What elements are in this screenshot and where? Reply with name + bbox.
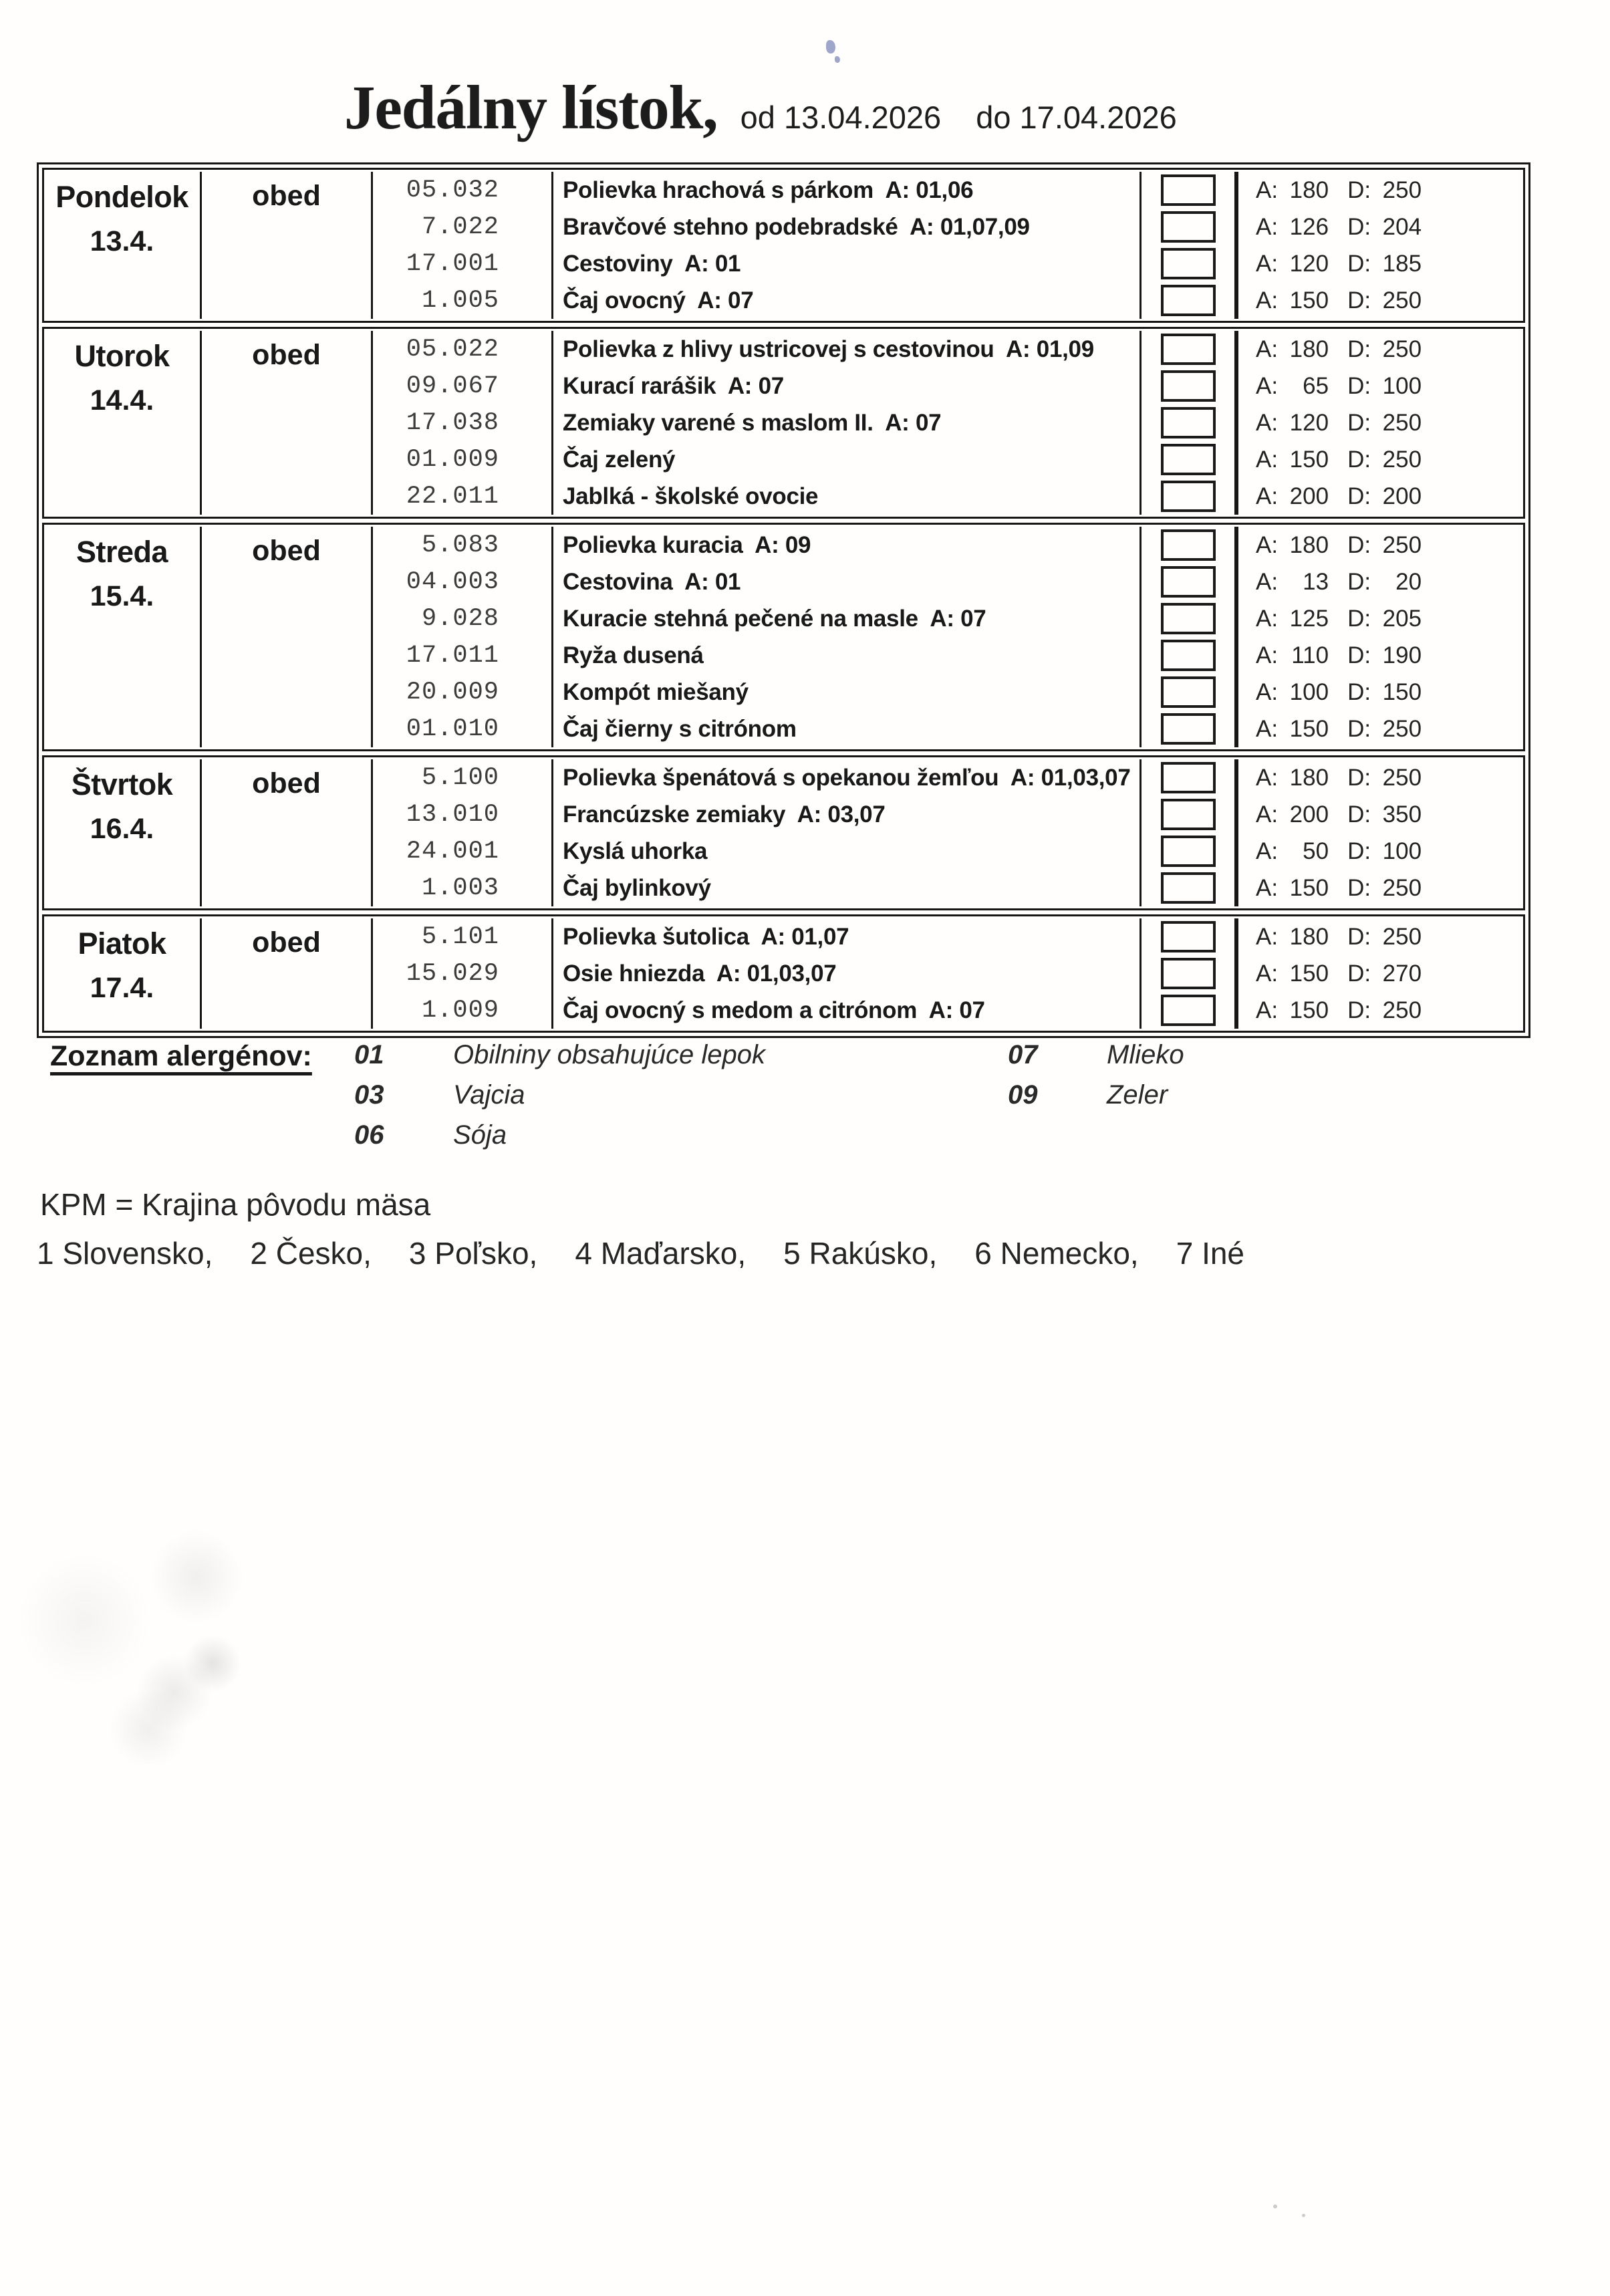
page-title: Jedálny lístok, — [344, 74, 718, 142]
portion-d-value: 250 — [1382, 715, 1422, 742]
country-item: 3 Poľsko, — [408, 1236, 538, 1271]
day-header-cell — [44, 918, 202, 1029]
checkbox-cell — [1142, 833, 1236, 870]
portion-checkbox — [1161, 921, 1216, 952]
day-header-cell — [44, 527, 202, 747]
portion-a-label: A: — [1256, 531, 1279, 558]
portion-d-label: D: — [1347, 287, 1371, 313]
portion-d-value: 185 — [1382, 250, 1422, 277]
dish-code: 7.022 — [373, 209, 553, 245]
checkbox-cell — [1142, 992, 1236, 1029]
portion-d-value: 250 — [1382, 446, 1422, 473]
day-date: 13.4. — [90, 225, 154, 257]
dish-name: Jablká - školské ovocie — [553, 478, 1142, 515]
day-header-cell — [44, 331, 202, 515]
portion-d-value: 190 — [1382, 642, 1422, 668]
portion-d-value: 250 — [1382, 287, 1422, 313]
portion-cell — [1236, 796, 1523, 833]
portion-checkbox — [1161, 529, 1216, 561]
dish-name: Kyslá uhorka — [553, 833, 1142, 870]
meal-cell — [202, 759, 373, 906]
allergen-name: Zeler — [1107, 1080, 1168, 1110]
portion-checkbox — [1161, 248, 1216, 279]
dish-name: Cestovina A: 01 — [553, 563, 1142, 600]
day-block — [42, 327, 1525, 519]
dish-code: 05.022 — [373, 331, 553, 368]
portion-a-value: 150 — [1289, 715, 1329, 742]
portion-d-label: D: — [1347, 642, 1371, 668]
portion-d-value: 250 — [1382, 531, 1422, 558]
portion-d-label: D: — [1347, 678, 1371, 705]
portion-d-label: D: — [1347, 838, 1371, 864]
portion-d-value: 250 — [1382, 923, 1422, 950]
day-date: 17.4. — [90, 972, 154, 1004]
meal-label: obed — [252, 180, 321, 212]
allergen-item — [354, 1120, 507, 1150]
portion-cell — [1236, 404, 1523, 441]
portion-d-label: D: — [1347, 605, 1371, 632]
portion-a-value: 150 — [1289, 960, 1329, 987]
country-item: 5 Rakúsko, — [783, 1236, 938, 1271]
allergen-code: 09 — [1008, 1080, 1038, 1110]
portion-a-value: 150 — [1289, 997, 1329, 1023]
allergen-item — [354, 1040, 765, 1070]
allergen-item — [1008, 1040, 1184, 1070]
dish-code: 5.101 — [373, 918, 553, 955]
portion-checkbox — [1161, 603, 1216, 634]
dish-name: Čaj zelený — [553, 441, 1142, 478]
portion-d-label: D: — [1347, 213, 1371, 240]
portion-a-value: 13 — [1303, 568, 1329, 595]
scan-dot — [1273, 2204, 1277, 2208]
dish-code: 09.067 — [373, 368, 553, 404]
dish-code: 20.009 — [373, 674, 553, 711]
portion-checkbox — [1161, 211, 1216, 243]
dish-name: Cestoviny A: 01 — [553, 245, 1142, 282]
checkbox-cell — [1142, 600, 1236, 637]
day-block — [42, 168, 1525, 323]
day-block — [42, 755, 1525, 910]
portion-d-label: D: — [1347, 409, 1371, 436]
portion-a-label: A: — [1256, 923, 1279, 950]
allergen-code: 07 — [1008, 1040, 1038, 1069]
portion-a-value: 200 — [1289, 483, 1329, 509]
portion-d-label: D: — [1347, 336, 1371, 362]
portion-cell — [1236, 674, 1523, 711]
portion-cell — [1236, 331, 1523, 368]
country-item: 6 Nemecko, — [974, 1236, 1139, 1271]
portion-cell — [1236, 637, 1523, 674]
portion-a-label: A: — [1256, 960, 1279, 987]
dish-name: Kompót miešaný — [553, 674, 1142, 711]
dish-code: 17.038 — [373, 404, 553, 441]
portion-d-label: D: — [1347, 483, 1371, 509]
portion-d-value: 250 — [1382, 176, 1422, 203]
portion-cell — [1236, 918, 1523, 955]
meal-label: obed — [252, 535, 321, 567]
meal-cell — [202, 918, 373, 1029]
allergen-code: 03 — [354, 1080, 384, 1110]
portion-d-label: D: — [1347, 960, 1371, 987]
allergen-item — [1008, 1080, 1168, 1110]
checkbox-cell — [1142, 209, 1236, 245]
portion-checkbox — [1161, 958, 1216, 989]
portion-checkbox — [1161, 407, 1216, 438]
portion-checkbox — [1161, 174, 1216, 206]
portion-d-value: 150 — [1382, 678, 1422, 705]
portion-a-value: 125 — [1289, 605, 1329, 632]
portion-d-label: D: — [1347, 764, 1371, 791]
date-range — [741, 99, 1177, 136]
portion-checkbox — [1161, 481, 1216, 512]
portion-a-value: 150 — [1289, 287, 1329, 313]
scan-smudge — [20, 1524, 341, 1765]
day-name: Štvrtok — [71, 767, 173, 801]
portion-checkbox — [1161, 799, 1216, 830]
dish-code: 13.010 — [373, 796, 553, 833]
portion-checkbox — [1161, 285, 1216, 316]
scan-ink-mark — [826, 40, 835, 53]
dish-name: Čaj čierny s citrónom — [553, 711, 1142, 747]
meal-label: obed — [252, 767, 321, 799]
portion-a-label: A: — [1256, 838, 1279, 864]
portion-checkbox — [1161, 762, 1216, 793]
portion-d-value: 250 — [1382, 409, 1422, 436]
day-name: Piatok — [78, 926, 166, 961]
dish-code: 9.028 — [373, 600, 553, 637]
allergen-item — [354, 1080, 525, 1110]
portion-cell — [1236, 478, 1523, 515]
portion-a-label: A: — [1256, 874, 1279, 901]
dish-code: 04.003 — [373, 563, 553, 600]
portion-d-label: D: — [1347, 446, 1371, 473]
portion-cell — [1236, 759, 1523, 796]
dish-code: 5.100 — [373, 759, 553, 796]
portion-a-label: A: — [1256, 801, 1279, 827]
day-name: Pondelok — [55, 180, 188, 214]
dish-name: Polievka špenátová s opekanou žemľou A: 01,03,07 — [553, 759, 1142, 796]
portion-a-value: 180 — [1289, 531, 1329, 558]
portion-d-value: 250 — [1382, 874, 1422, 901]
portion-cell — [1236, 600, 1523, 637]
dish-name: Polievka kuracia A: 09 — [553, 527, 1142, 563]
portion-a-value: 120 — [1289, 409, 1329, 436]
day-date: 14.4. — [90, 384, 154, 416]
portion-a-value: 180 — [1289, 764, 1329, 791]
portion-checkbox — [1161, 872, 1216, 904]
portion-cell — [1236, 870, 1523, 906]
checkbox-cell — [1142, 796, 1236, 833]
portion-a-label: A: — [1256, 678, 1279, 705]
portion-checkbox — [1161, 640, 1216, 671]
portion-d-label: D: — [1347, 176, 1371, 203]
portion-d-value: 350 — [1382, 801, 1422, 827]
kpm-definition: KPM = Krajina pôvodu mäsa — [40, 1187, 431, 1222]
portion-cell — [1236, 368, 1523, 404]
portion-d-label: D: — [1347, 250, 1371, 277]
dish-code: 01.009 — [373, 441, 553, 478]
dish-name: Kurací rarášik A: 07 — [553, 368, 1142, 404]
date-to: do 17.04.2026 — [976, 100, 1177, 135]
dish-code: 1.009 — [373, 992, 553, 1029]
portion-d-value: 100 — [1382, 838, 1422, 864]
dish-code: 24.001 — [373, 833, 553, 870]
portion-a-label: A: — [1256, 764, 1279, 791]
portion-d-value: 250 — [1382, 997, 1422, 1023]
dish-code: 1.005 — [373, 282, 553, 319]
country-item: 1 Slovensko, — [37, 1236, 213, 1271]
portion-cell — [1236, 992, 1523, 1029]
portion-a-value: 65 — [1303, 372, 1329, 399]
checkbox-cell — [1142, 674, 1236, 711]
portion-d-label: D: — [1347, 568, 1371, 595]
portion-cell — [1236, 955, 1523, 992]
portion-a-value: 100 — [1289, 678, 1329, 705]
portion-cell — [1236, 172, 1523, 209]
meal-label: obed — [252, 339, 321, 371]
scan-dot — [1302, 2214, 1305, 2217]
portion-a-value: 180 — [1289, 923, 1329, 950]
portion-a-label: A: — [1256, 372, 1279, 399]
dish-name: Čaj ovocný s medom a citrónom A: 07 — [553, 992, 1142, 1029]
portion-a-value: 110 — [1291, 642, 1329, 668]
portion-a-label: A: — [1256, 642, 1279, 668]
portion-checkbox — [1161, 713, 1216, 745]
portion-d-label: D: — [1347, 874, 1371, 901]
dish-name: Polievka šutolica A: 01,07 — [553, 918, 1142, 955]
portion-a-label: A: — [1256, 409, 1279, 436]
portion-a-label: A: — [1256, 336, 1279, 362]
checkbox-cell — [1142, 282, 1236, 319]
portion-d-label: D: — [1347, 801, 1371, 827]
dish-code: 15.029 — [373, 955, 553, 992]
portion-a-label: A: — [1256, 250, 1279, 277]
dish-code: 05.032 — [373, 172, 553, 209]
checkbox-cell — [1142, 245, 1236, 282]
portion-d-value: 250 — [1382, 336, 1422, 362]
day-name: Streda — [76, 535, 168, 569]
date-from: od 13.04.2026 — [740, 100, 942, 135]
portion-d-value: 270 — [1382, 960, 1422, 987]
portion-d-value: 20 — [1395, 568, 1422, 595]
country-item: 7 Iné — [1176, 1236, 1245, 1271]
portion-d-label: D: — [1347, 997, 1371, 1023]
portion-d-label: D: — [1347, 531, 1371, 558]
dish-name: Kuracie stehná pečené na masle A: 07 — [553, 600, 1142, 637]
portion-checkbox — [1161, 370, 1216, 402]
portion-checkbox — [1161, 836, 1216, 867]
portion-d-label: D: — [1347, 372, 1371, 399]
portion-checkbox — [1161, 444, 1216, 475]
dish-name: Čaj bylinkový — [553, 870, 1142, 906]
portion-a-label: A: — [1256, 605, 1279, 632]
allergen-heading: Zoznam alergénov: — [50, 1040, 312, 1072]
portion-d-value: 205 — [1382, 605, 1422, 632]
day-header-cell — [44, 759, 202, 906]
dish-code: 5.083 — [373, 527, 553, 563]
allergen-name: Sója — [453, 1120, 507, 1150]
meal-label: obed — [252, 926, 321, 959]
portion-d-label: D: — [1347, 715, 1371, 742]
dish-code: 17.011 — [373, 637, 553, 674]
country-item: 4 Maďarsko, — [575, 1236, 747, 1271]
portion-checkbox — [1161, 676, 1216, 708]
dish-code: 01.010 — [373, 711, 553, 747]
portion-a-label: A: — [1256, 715, 1279, 742]
checkbox-cell — [1142, 478, 1236, 515]
portion-cell — [1236, 563, 1523, 600]
allergen-code: 06 — [354, 1120, 384, 1150]
portion-checkbox — [1161, 334, 1216, 365]
day-name: Utorok — [74, 339, 170, 373]
portion-a-value: 180 — [1289, 176, 1329, 203]
dish-code: 22.011 — [373, 478, 553, 515]
title-row — [344, 72, 1177, 144]
checkbox-cell — [1142, 527, 1236, 563]
dish-name: Bravčové stehno podebradské A: 01,07,09 — [553, 209, 1142, 245]
portion-a-label: A: — [1256, 997, 1279, 1023]
portion-a-value: 126 — [1289, 213, 1329, 240]
portion-cell — [1236, 245, 1523, 282]
checkbox-cell — [1142, 955, 1236, 992]
meal-cell — [202, 331, 373, 515]
portion-a-label: A: — [1256, 213, 1279, 240]
checkbox-cell — [1142, 870, 1236, 906]
portion-cell — [1236, 441, 1523, 478]
portion-d-value: 100 — [1382, 372, 1422, 399]
scan-ink-mark — [835, 56, 840, 63]
allergen-name: Mlieko — [1107, 1040, 1184, 1069]
allergen-name: Vajcia — [453, 1080, 525, 1110]
portion-d-value: 200 — [1382, 483, 1422, 509]
portion-checkbox — [1161, 995, 1216, 1026]
dish-name: Polievka z hlivy ustricovej s cestovinou A: 01,09 — [553, 331, 1142, 368]
dish-name: Polievka hrachová s párkom A: 01,06 — [553, 172, 1142, 209]
portion-a-value: 50 — [1303, 838, 1329, 864]
dish-name: Francúzske zemiaky A: 03,07 — [553, 796, 1142, 833]
meal-cell — [202, 527, 373, 747]
day-date: 15.4. — [90, 580, 154, 612]
dish-name: Osie hniezda A: 01,03,07 — [553, 955, 1142, 992]
checkbox-cell — [1142, 637, 1236, 674]
portion-d-value: 250 — [1382, 764, 1422, 791]
dish-code: 1.003 — [373, 870, 553, 906]
checkbox-cell — [1142, 331, 1236, 368]
portion-cell — [1236, 282, 1523, 319]
checkbox-cell — [1142, 711, 1236, 747]
day-block — [42, 523, 1525, 751]
menu-table — [37, 162, 1530, 1038]
portion-cell — [1236, 209, 1523, 245]
portion-checkbox — [1161, 566, 1216, 598]
portion-a-label: A: — [1256, 176, 1279, 203]
day-date: 16.4. — [90, 813, 154, 845]
portion-cell — [1236, 833, 1523, 870]
checkbox-cell — [1142, 441, 1236, 478]
dish-name: Zemiaky varené s maslom II. A: 07 — [553, 404, 1142, 441]
allergen-name: Obilniny obsahujúce lepok — [453, 1040, 765, 1069]
portion-a-value: 120 — [1289, 250, 1329, 277]
portion-a-label: A: — [1256, 287, 1279, 313]
checkbox-cell — [1142, 918, 1236, 955]
dish-code: 17.001 — [373, 245, 553, 282]
portion-cell — [1236, 527, 1523, 563]
portion-a-value: 150 — [1289, 446, 1329, 473]
day-block — [42, 914, 1525, 1033]
portion-a-label: A: — [1256, 568, 1279, 595]
day-header-cell — [44, 172, 202, 319]
checkbox-cell — [1142, 368, 1236, 404]
dish-name: Čaj ovocný A: 07 — [553, 282, 1142, 319]
portion-a-label: A: — [1256, 483, 1279, 509]
checkbox-cell — [1142, 759, 1236, 796]
meal-cell — [202, 172, 373, 319]
portion-cell — [1236, 711, 1523, 747]
portion-a-value: 200 — [1289, 801, 1329, 827]
checkbox-cell — [1142, 172, 1236, 209]
checkbox-cell — [1142, 563, 1236, 600]
portion-a-value: 180 — [1289, 336, 1329, 362]
allergen-code: 01 — [354, 1040, 384, 1069]
portion-d-label: D: — [1347, 923, 1371, 950]
portion-d-value: 204 — [1382, 213, 1422, 240]
checkbox-cell — [1142, 404, 1236, 441]
dish-name: Ryža dusená — [553, 637, 1142, 674]
country-list — [37, 1235, 1244, 1271]
portion-a-label: A: — [1256, 446, 1279, 473]
country-item: 2 Česko, — [250, 1236, 372, 1271]
portion-a-value: 150 — [1289, 874, 1329, 901]
